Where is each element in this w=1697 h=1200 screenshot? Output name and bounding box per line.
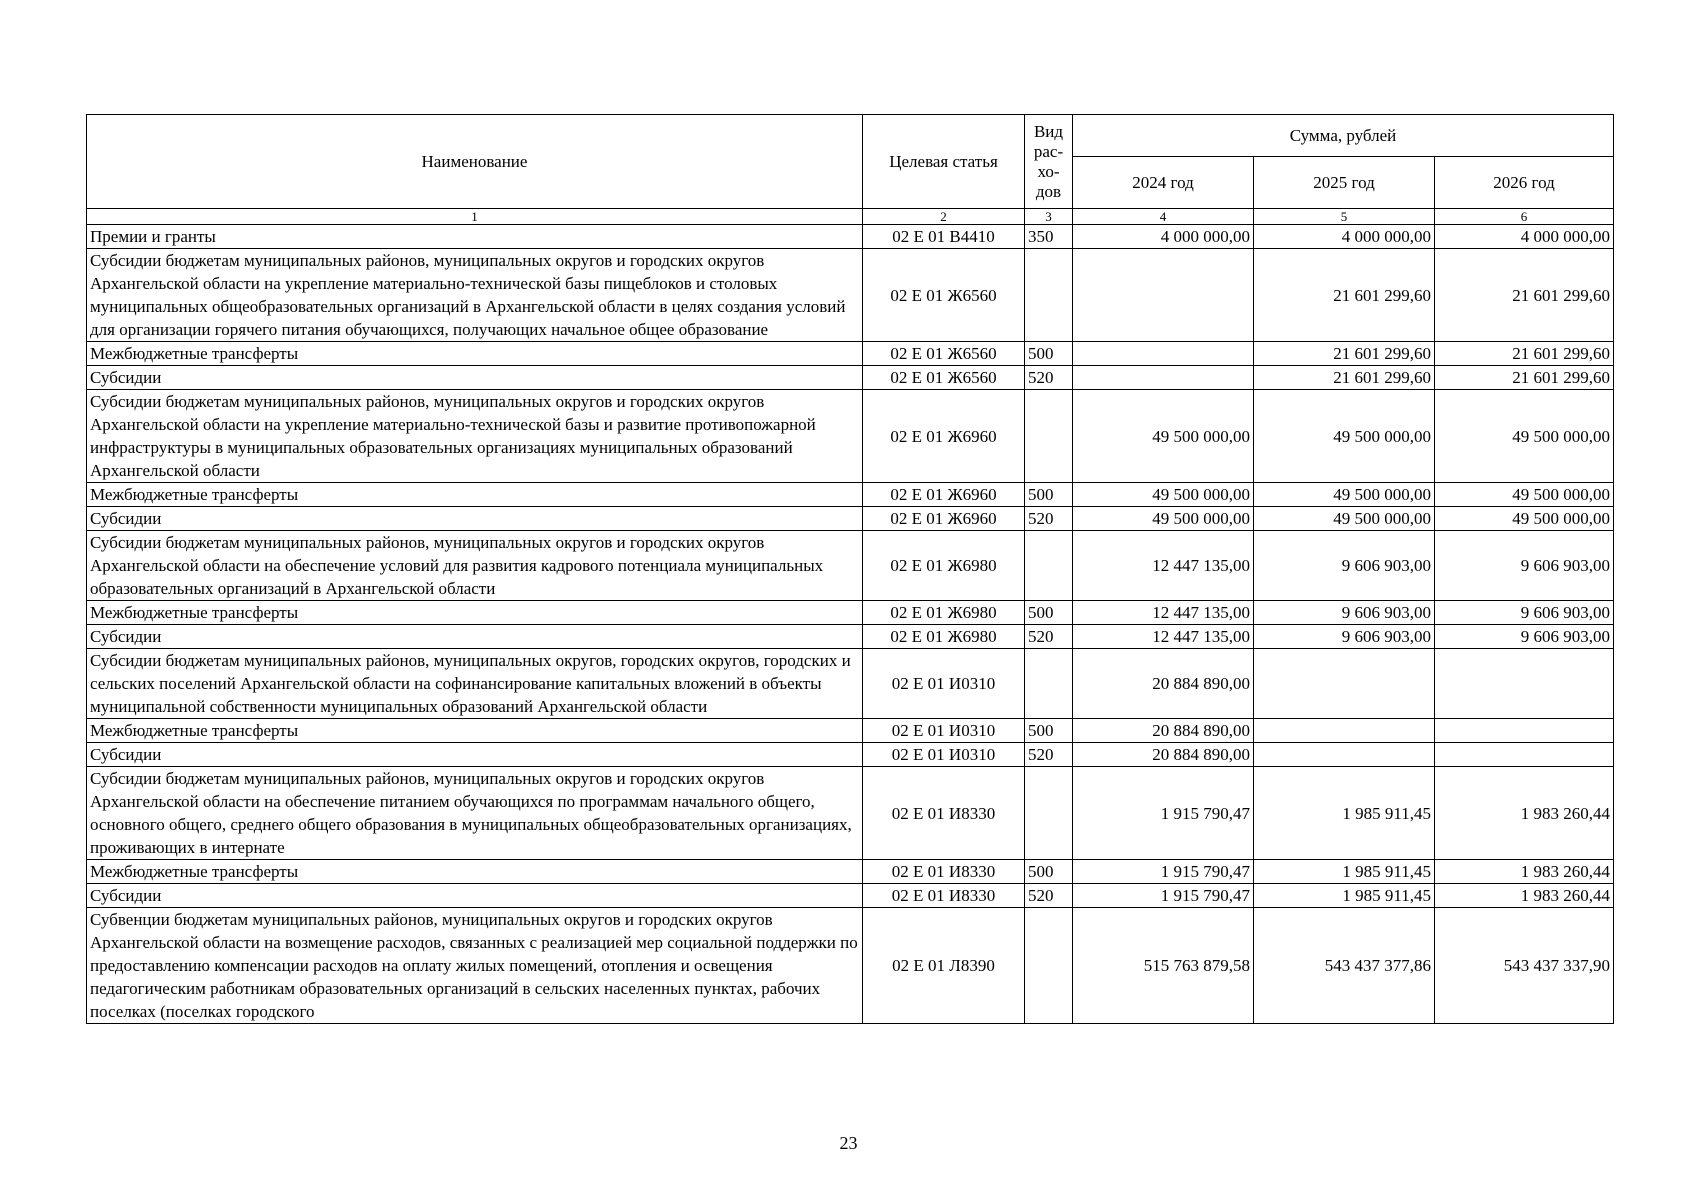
row-expense-kind: 520 (1025, 743, 1073, 767)
row-name: Межбюджетные трансферты (87, 601, 863, 625)
row-amount-2026: 49 500 000,00 (1435, 507, 1614, 531)
row-amount-2025: 1 985 911,45 (1254, 860, 1435, 884)
row-expense-kind: 500 (1025, 719, 1073, 743)
row-amount-2026 (1435, 649, 1614, 719)
row-name: Субсидии бюджетам муниципальных районов, муниципальных округов и городских округов Архангельской области на обеспечение условий для развития кадрового потенциала муниципальных образовательных организаций в Архангельской области (87, 531, 863, 601)
row-amount-2025: 9 606 903,00 (1254, 531, 1435, 601)
row-amount-2026: 49 500 000,00 (1435, 483, 1614, 507)
row-name: Межбюджетные трансферты (87, 342, 863, 366)
column-number: 3 (1025, 209, 1073, 225)
row-expense-kind: 520 (1025, 366, 1073, 390)
row-target-article: 02 Е 01 Ж6960 (863, 507, 1025, 531)
table-row (87, 483, 1614, 507)
row-name: Субсидии (87, 507, 863, 531)
column-number: 2 (863, 209, 1025, 225)
row-amount-2024: 49 500 000,00 (1073, 507, 1254, 531)
table-row (87, 908, 1614, 1024)
row-amount-2024 (1073, 342, 1254, 366)
row-target-article: 02 Е 01 И8330 (863, 884, 1025, 908)
row-target-article: 02 Е 01 И8330 (863, 767, 1025, 860)
row-name: Субсидии бюджетам муниципальных районов, муниципальных округов и городских округов Архангельской области на укрепление материально-технической базы и развитие противопожарной инфраструктуры в муниципальных образовательных организациях муниципальных образований Архангельской области (87, 390, 863, 483)
row-expense-kind: 520 (1025, 625, 1073, 649)
row-expense-kind (1025, 531, 1073, 601)
column-number: 1 (87, 209, 863, 225)
row-amount-2025: 49 500 000,00 (1254, 483, 1435, 507)
row-amount-2024: 20 884 890,00 (1073, 719, 1254, 743)
header-year-2025: 2025 год (1254, 157, 1435, 209)
row-amount-2025: 9 606 903,00 (1254, 601, 1435, 625)
row-amount-2024: 12 447 135,00 (1073, 625, 1254, 649)
row-target-article: 02 Е 01 И0310 (863, 743, 1025, 767)
row-amount-2025: 1 985 911,45 (1254, 767, 1435, 860)
row-amount-2025: 1 985 911,45 (1254, 884, 1435, 908)
row-name: Субсидии (87, 884, 863, 908)
row-amount-2026 (1435, 719, 1614, 743)
row-target-article: 02 Е 01 Ж6560 (863, 342, 1025, 366)
table-row (87, 225, 1614, 249)
row-name: Субсидии (87, 366, 863, 390)
row-amount-2026: 9 606 903,00 (1435, 601, 1614, 625)
table-row (87, 884, 1614, 908)
table-row (87, 531, 1614, 601)
row-name: Субсидии (87, 625, 863, 649)
row-amount-2025: 21 601 299,60 (1254, 342, 1435, 366)
row-name: Субсидии бюджетам муниципальных районов, муниципальных округов и городских округов Архангельской области на обеспечение питанием обучающихся по программам начального общего, основного общего, среднего общего образования в муниципальных общеобразовательных организациях, проживающих в интернате (87, 767, 863, 860)
header-expense-kind: Вид рас-хо-дов (1025, 115, 1073, 209)
table-row (87, 507, 1614, 531)
column-number: 5 (1254, 209, 1435, 225)
row-expense-kind (1025, 390, 1073, 483)
row-name: Субсидии бюджетам муниципальных районов, муниципальных округов, городских округов, городских и сельских поселений Архангельской области на софинансирование капитальных вложений в объекты муниципальной собственности муниципальных образований Архангельской области (87, 649, 863, 719)
budget-table (86, 114, 1614, 1024)
table-row (87, 719, 1614, 743)
row-target-article: 02 Е 01 И8330 (863, 860, 1025, 884)
row-amount-2024: 4 000 000,00 (1073, 225, 1254, 249)
row-amount-2026: 9 606 903,00 (1435, 625, 1614, 649)
column-number: 4 (1073, 209, 1254, 225)
row-expense-kind: 350 (1025, 225, 1073, 249)
row-amount-2026: 9 606 903,00 (1435, 531, 1614, 601)
table-row (87, 625, 1614, 649)
row-amount-2026: 543 437 337,90 (1435, 908, 1614, 1024)
row-amount-2024: 1 915 790,47 (1073, 860, 1254, 884)
header-name: Наименование (87, 115, 863, 209)
row-amount-2024: 49 500 000,00 (1073, 390, 1254, 483)
row-expense-kind (1025, 767, 1073, 860)
row-amount-2025 (1254, 743, 1435, 767)
header-year-2026: 2026 год (1435, 157, 1614, 209)
table-row (87, 649, 1614, 719)
table-row (87, 860, 1614, 884)
row-expense-kind: 500 (1025, 601, 1073, 625)
row-target-article: 02 Е 01 Ж6560 (863, 249, 1025, 342)
row-amount-2024: 12 447 135,00 (1073, 601, 1254, 625)
row-amount-2024: 49 500 000,00 (1073, 483, 1254, 507)
table-row (87, 390, 1614, 483)
row-expense-kind (1025, 249, 1073, 342)
row-amount-2026: 4 000 000,00 (1435, 225, 1614, 249)
row-name: Субсидии (87, 743, 863, 767)
row-name: Межбюджетные трансферты (87, 860, 863, 884)
table-row (87, 249, 1614, 342)
page-number: 23 (839, 1133, 858, 1153)
row-amount-2025 (1254, 649, 1435, 719)
row-target-article: 02 Е 01 Ж6960 (863, 390, 1025, 483)
row-target-article: 02 Е 01 Ж6980 (863, 601, 1025, 625)
row-amount-2025: 49 500 000,00 (1254, 390, 1435, 483)
row-amount-2026: 21 601 299,60 (1435, 249, 1614, 342)
row-name: Субсидии бюджетам муниципальных районов, муниципальных округов и городских округов Архангельской области на укрепление материально-технической базы пищеблоков и столовых муниципальных общеобразовательных организаций в Архангельской области в целях создания условий для организации горячего питания обучающихся, получающих начальное общее образование (87, 249, 863, 342)
row-amount-2026: 1 983 260,44 (1435, 884, 1614, 908)
table-row (87, 743, 1614, 767)
row-amount-2026: 1 983 260,44 (1435, 767, 1614, 860)
row-expense-kind: 520 (1025, 884, 1073, 908)
row-amount-2026: 21 601 299,60 (1435, 342, 1614, 366)
row-amount-2024: 20 884 890,00 (1073, 743, 1254, 767)
row-name: Премии и гранты (87, 225, 863, 249)
row-amount-2025: 21 601 299,60 (1254, 366, 1435, 390)
row-expense-kind: 520 (1025, 507, 1073, 531)
row-amount-2026: 1 983 260,44 (1435, 860, 1614, 884)
row-amount-2024: 1 915 790,47 (1073, 884, 1254, 908)
row-amount-2026: 21 601 299,60 (1435, 366, 1614, 390)
row-expense-kind: 500 (1025, 342, 1073, 366)
row-target-article: 02 Е 01 Ж6960 (863, 483, 1025, 507)
row-amount-2024: 1 915 790,47 (1073, 767, 1254, 860)
row-amount-2025 (1254, 719, 1435, 743)
column-number-row (87, 209, 1614, 225)
row-name: Межбюджетные трансферты (87, 483, 863, 507)
row-amount-2025: 9 606 903,00 (1254, 625, 1435, 649)
table-row (87, 366, 1614, 390)
row-target-article: 02 Е 01 Ж6560 (863, 366, 1025, 390)
table-row (87, 342, 1614, 366)
row-amount-2024: 12 447 135,00 (1073, 531, 1254, 601)
row-amount-2026 (1435, 743, 1614, 767)
row-amount-2025: 49 500 000,00 (1254, 507, 1435, 531)
column-number: 6 (1435, 209, 1614, 225)
table-row (87, 601, 1614, 625)
row-target-article: 02 Е 01 И0310 (863, 719, 1025, 743)
row-name: Субвенции бюджетам муниципальных районов, муниципальных округов и городских округов Архангельской области на возмещение расходов, связанных с реализацией мер социальной поддержки по предоставлению компенсации расходов на оплату жилых помещений, отопления и освещения педагогическим работникам образовательных организаций в сельских населенных пунктах, рабочих поселках (поселках городского (87, 908, 863, 1024)
table-row (87, 767, 1614, 860)
row-amount-2024: 20 884 890,00 (1073, 649, 1254, 719)
row-expense-kind (1025, 908, 1073, 1024)
row-name: Межбюджетные трансферты (87, 719, 863, 743)
header-target-article: Целевая статья (863, 115, 1025, 209)
row-amount-2024: 515 763 879,58 (1073, 908, 1254, 1024)
row-amount-2025: 4 000 000,00 (1254, 225, 1435, 249)
row-target-article: 02 Е 01 Ж6980 (863, 625, 1025, 649)
row-amount-2025: 543 437 377,86 (1254, 908, 1435, 1024)
row-target-article: 02 Е 01 Ж6980 (863, 531, 1025, 601)
row-expense-kind (1025, 649, 1073, 719)
row-amount-2026: 49 500 000,00 (1435, 390, 1614, 483)
row-target-article: 02 Е 01 Л8390 (863, 908, 1025, 1024)
header-year-2024: 2024 год (1073, 157, 1254, 209)
row-amount-2024 (1073, 366, 1254, 390)
row-expense-kind: 500 (1025, 483, 1073, 507)
row-expense-kind: 500 (1025, 860, 1073, 884)
row-amount-2025: 21 601 299,60 (1254, 249, 1435, 342)
header-sum: Сумма, рублей (1073, 115, 1614, 157)
row-amount-2024 (1073, 249, 1254, 342)
row-target-article: 02 Е 01 И0310 (863, 649, 1025, 719)
row-target-article: 02 Е 01 В4410 (863, 225, 1025, 249)
